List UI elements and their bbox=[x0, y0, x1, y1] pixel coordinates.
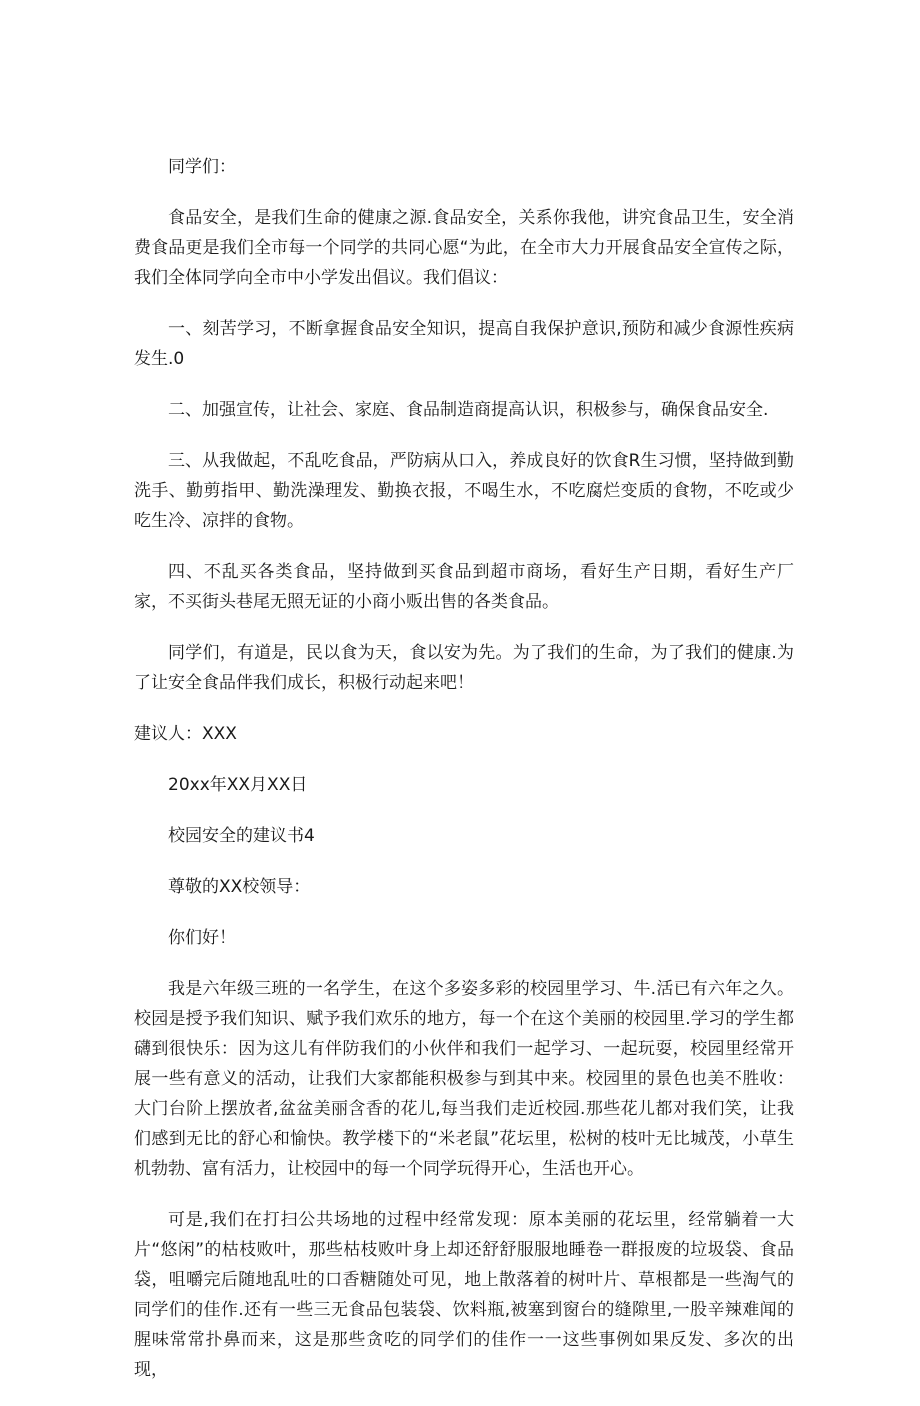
signature-proposer: 建议人：XXX bbox=[134, 724, 237, 744]
salutation-students: 同学们： bbox=[168, 157, 236, 177]
date-line: 20xx年XX月XX日 bbox=[168, 775, 308, 795]
paragraph-closing: 同学们，有道是，民以食为天，食以安为先。为了我们的生命，为了我们的健康.为了让安全食品伴我们成长，积极行动起来吧！ bbox=[134, 643, 794, 693]
salutation-leaders: 尊敬的XX校领导： bbox=[168, 877, 311, 897]
paragraph-proposal-2: 二、加强宣传，让社会、家庭、食品制造商提高认识，积极参与，确保食品安全. bbox=[168, 400, 769, 420]
paragraph-proposal-3: 三、从我做起，不乱吃食品，严防病从口入，养成良好的饮食R生习惯，坚持做到勤洗手、勤剪指甲、勤洗澡理发、勤换衣报，不喝生水，不吃腐烂变质的食物，不吃或少吃生冷、凉拌的食物。 bbox=[134, 451, 794, 531]
paragraph-proposal-4: 四、不乱买各类食品，坚持做到买食品到超市商场，看好生产日期，看好生产厂家，不买街头巷尾无照无证的小商小贩出售的各类食品。 bbox=[134, 562, 794, 612]
paragraph-proposal-1: 一、刻苦学习，不断拿握食品安全知识，提高自我保护意识,预防和减少食源性疾病发生.0 bbox=[134, 319, 794, 369]
paragraph-campus-problems: 可是,我们在打扫公共场地的过程中经常发现：原本美丽的花坛里，经常躺着一大片“悠闲”的枯枝败叶，那些枯枝败叶身上却还舒舒服服地睡卷一群报废的垃圾袋、食品袋，咀嚼完后随地乱吐的口香糖随处可见，地上散落着的树叶片、草根都是一些淘气的同学们的佳作.还有一些三无食品包装袋、饮料瓶,被塞到窗台的缝隙里,一股辛辣难闻的腥味常常扑鼻而来，这是那些贪吃的同学们的佳作一一这些事例如果反发、多次的出现， bbox=[134, 1210, 794, 1380]
document-body bbox=[134, 152, 794, 1406]
paragraph-intro: 食品安全，是我们生命的健康之源.食品安全，关系你我他，讲究食品卫生，安全消费食品更是我们全市每一个同学的共同心愿“为此，在全市大力开展食品安全宣传之际，我们全体同学向全市中小学发出倡议。我们倡议： bbox=[134, 208, 794, 288]
paragraph-campus-description: 我是六年级三班的一名学生，在这个多姿多彩的校园里学习、牛.活已有六年之久。校园是授予我们知识、赋予我们欢乐的地方，每一个在这个美丽的校园里.学习的学生都礴到很快乐：因为这儿有伴防我们的小伙伴和我们一起学习、一起玩耍，校园里经常开展一些有意义的活动，让我们大家都能积极参与到其中来。校园里的景色也美不胜收：大门台阶上摆放者,盆盆美丽含香的花儿,每当我们走近校园.那些花儿都对我们笑，让我们感到无比的舒心和愉快。教学楼下的“米老鼠”花坛里，松树的枝叶无比城茂，小草生机勃勃、富有活力，让校园中的每一个同学玩得开心，生活也开心。 bbox=[134, 979, 794, 1179]
greeting: 你们好！ bbox=[168, 928, 236, 948]
section-title: 校园安全的建议书4 bbox=[168, 826, 315, 846]
